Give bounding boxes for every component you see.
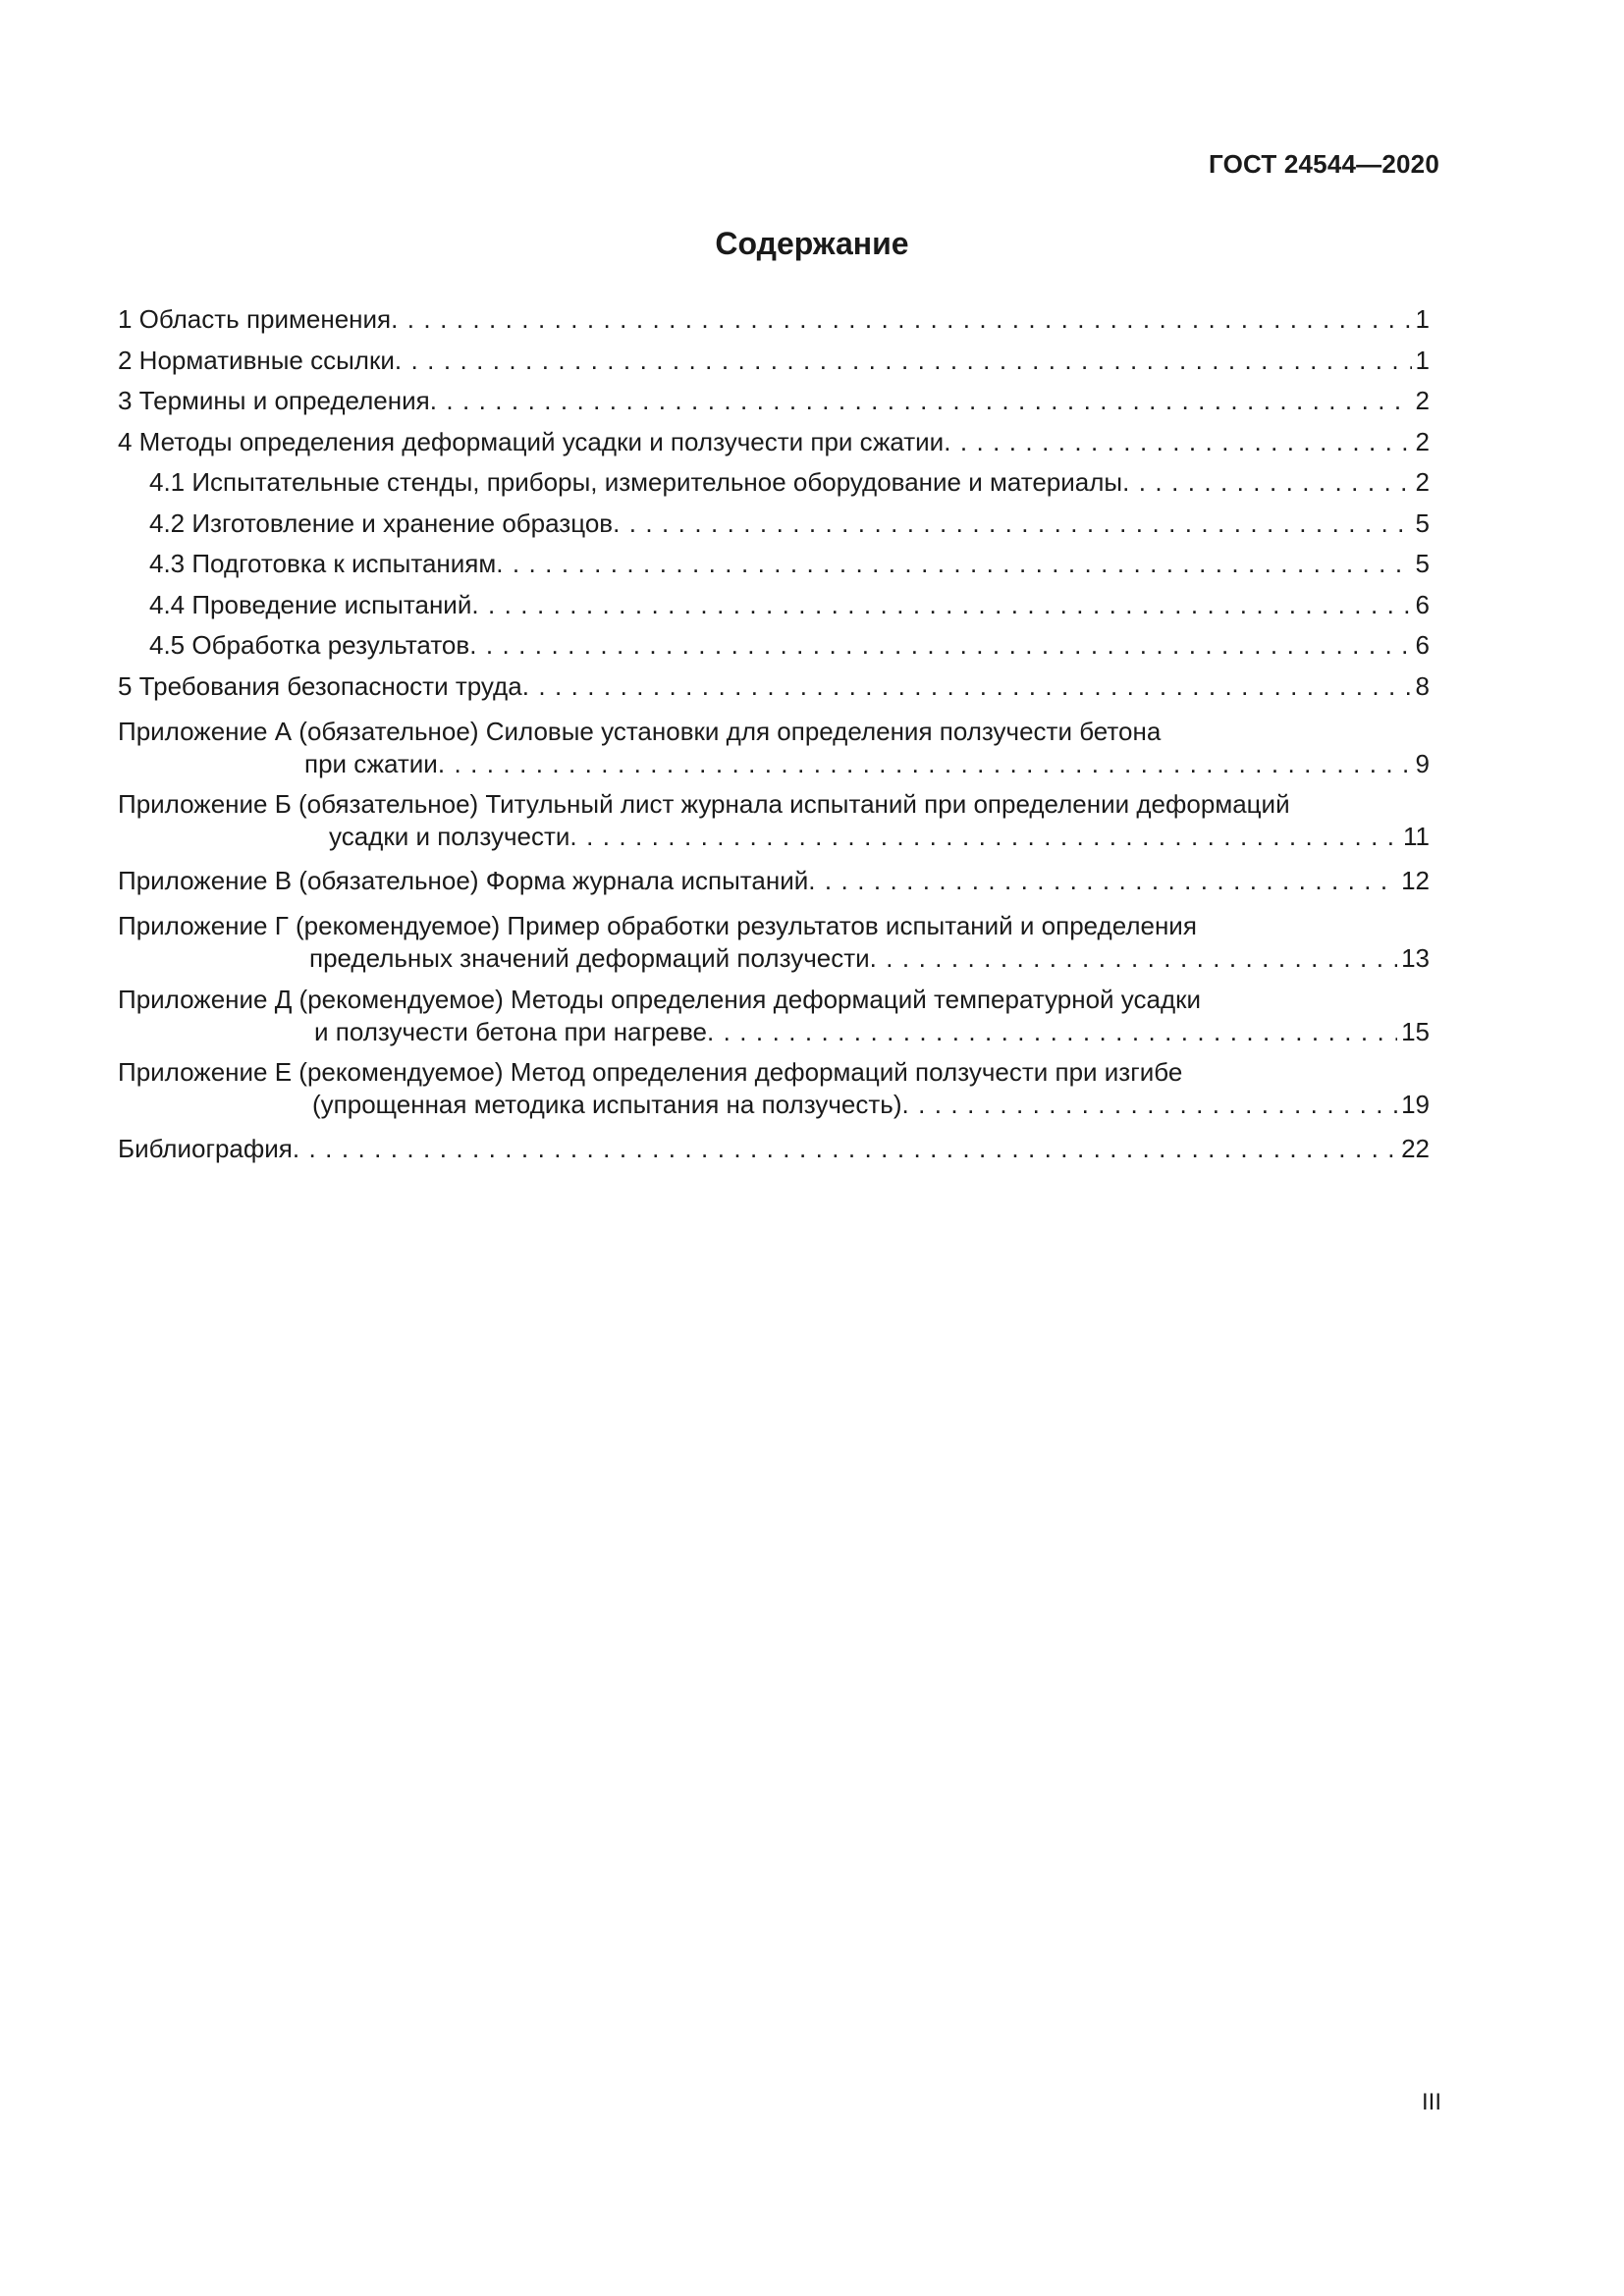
toc-entry-title: Приложение Г (рекомендуемое) Пример обработки результатов испытаний и определения: [118, 911, 1197, 940]
toc-page-number: 8: [1415, 670, 1430, 701]
document-code: ГОСТ 24544—2020: [1209, 149, 1439, 179]
toc-entry-2[interactable]: [118, 341, 1430, 382]
toc-entry-bibliography[interactable]: [118, 1129, 1430, 1170]
toc-entry-title: 3 Термины и определения: [118, 386, 430, 415]
toc-entry-appendix-g[interactable]: [118, 910, 1430, 975]
toc-entry-1[interactable]: [118, 299, 1430, 341]
page-number: III: [1421, 2089, 1441, 2115]
toc-entry-title: 4.1 Испытательные стенды, приборы, измерительное оборудование и материалы: [149, 467, 1123, 497]
toc-entry-title-continued: и ползучести бетона при нагреве: [314, 1016, 707, 1046]
toc-entry-title: Приложение Д (рекомендуемое) Методы определения деформаций температурной усадки: [118, 984, 1202, 1014]
dot-leader: [944, 422, 1411, 463]
toc-entry-5[interactable]: [118, 667, 1430, 708]
dot-leader: [469, 625, 1411, 667]
toc-entry-appendix-e[interactable]: [118, 1056, 1430, 1121]
toc-page-number: 15: [1401, 1016, 1430, 1046]
toc-entry-4-2[interactable]: [118, 504, 1430, 545]
toc-page-number: 11: [1403, 822, 1430, 851]
toc-entry-title: 4.4 Проведение испытаний: [149, 589, 472, 619]
dot-leader: [707, 1016, 1397, 1048]
toc-entry-title-continued: (упрощенная методика испытания на ползучесть): [312, 1090, 902, 1119]
toc-entry-title: 4.3 Подготовка к испытаниям: [149, 549, 497, 578]
toc-page-number: 19: [1401, 1090, 1430, 1119]
dot-leader: [496, 544, 1411, 585]
toc-page-number: 6: [1415, 589, 1430, 619]
toc-entry-4-4[interactable]: [118, 585, 1430, 626]
dot-leader: [395, 341, 1412, 382]
toc-page-number: 12: [1401, 866, 1430, 895]
toc-page-number: 9: [1415, 748, 1430, 778]
dot-leader: [901, 1089, 1397, 1121]
toc-entry-3[interactable]: [118, 381, 1430, 422]
table-of-contents: [118, 299, 1430, 1170]
toc-page-number: 2: [1415, 467, 1430, 497]
dot-leader: [293, 1129, 1397, 1170]
dot-leader: [391, 299, 1411, 341]
toc-page-number: 6: [1415, 630, 1430, 660]
toc-page-number: 1: [1415, 345, 1430, 375]
toc-entry-title: 2 Нормативные ссылки: [118, 345, 395, 375]
toc-entry-title: 4 Методы определения деформаций усадки и ползучести при сжатии: [118, 426, 945, 456]
dot-leader: [430, 381, 1412, 422]
toc-entry-title: 4.2 Изготовление и хранение образцов: [149, 507, 614, 538]
toc-page-number: 1: [1415, 304, 1430, 334]
dot-leader: [613, 504, 1411, 545]
toc-page-number: 13: [1401, 943, 1430, 973]
toc-entry-4-5[interactable]: [118, 625, 1430, 667]
toc-entry-title-continued: предельных значений деформаций ползучести: [309, 943, 870, 973]
toc-entry-4[interactable]: [118, 422, 1430, 463]
dot-leader: [438, 748, 1412, 780]
toc-page-number: 22: [1401, 1134, 1430, 1163]
toc-entry-appendix-v[interactable]: [118, 861, 1430, 902]
toc-entry-title: 4.5 Обработка результатов: [149, 630, 470, 660]
toc-entry-appendix-d[interactable]: [118, 984, 1430, 1048]
toc-entry-title: Приложение А (обязательное) Силовые установки для определения ползучести бетона: [118, 716, 1162, 746]
toc-entry-appendix-b[interactable]: [118, 788, 1430, 853]
dot-leader: [522, 667, 1412, 708]
toc-page-number: 2: [1415, 386, 1430, 415]
toc-entry-title: Приложение Б (обязательное) Титульный лист журнала испытаний при определении деформаций: [118, 789, 1290, 819]
toc-entry-title: Приложение В (обязательное) Форма журнала испытаний: [118, 866, 809, 895]
toc-page-number: 5: [1415, 507, 1430, 538]
toc-entry-title: 5 Требования безопасности труда: [118, 670, 522, 701]
toc-entry-4-1[interactable]: [118, 462, 1430, 504]
dot-leader: [569, 821, 1399, 853]
toc-entry-4-3[interactable]: [118, 544, 1430, 585]
dot-leader: [1122, 462, 1411, 504]
toc-title: Содержание: [715, 226, 909, 261]
toc-entry-appendix-a[interactable]: [118, 716, 1430, 780]
toc-entry-title-continued: усадки и ползучести: [329, 822, 570, 851]
toc-entry-title-continued: при сжатии: [304, 748, 438, 778]
toc-page-number: 2: [1415, 426, 1430, 456]
toc-page-number: 5: [1415, 549, 1430, 578]
dot-leader: [471, 585, 1411, 626]
dot-leader: [870, 942, 1397, 975]
toc-entry-title: Библиография: [118, 1134, 293, 1163]
toc-entry-title: Приложение Е (рекомендуемое) Метод определения деформаций ползучести при изгибе: [118, 1057, 1183, 1087]
toc-entry-title: 1 Область применения: [118, 304, 392, 334]
dot-leader: [808, 861, 1397, 902]
